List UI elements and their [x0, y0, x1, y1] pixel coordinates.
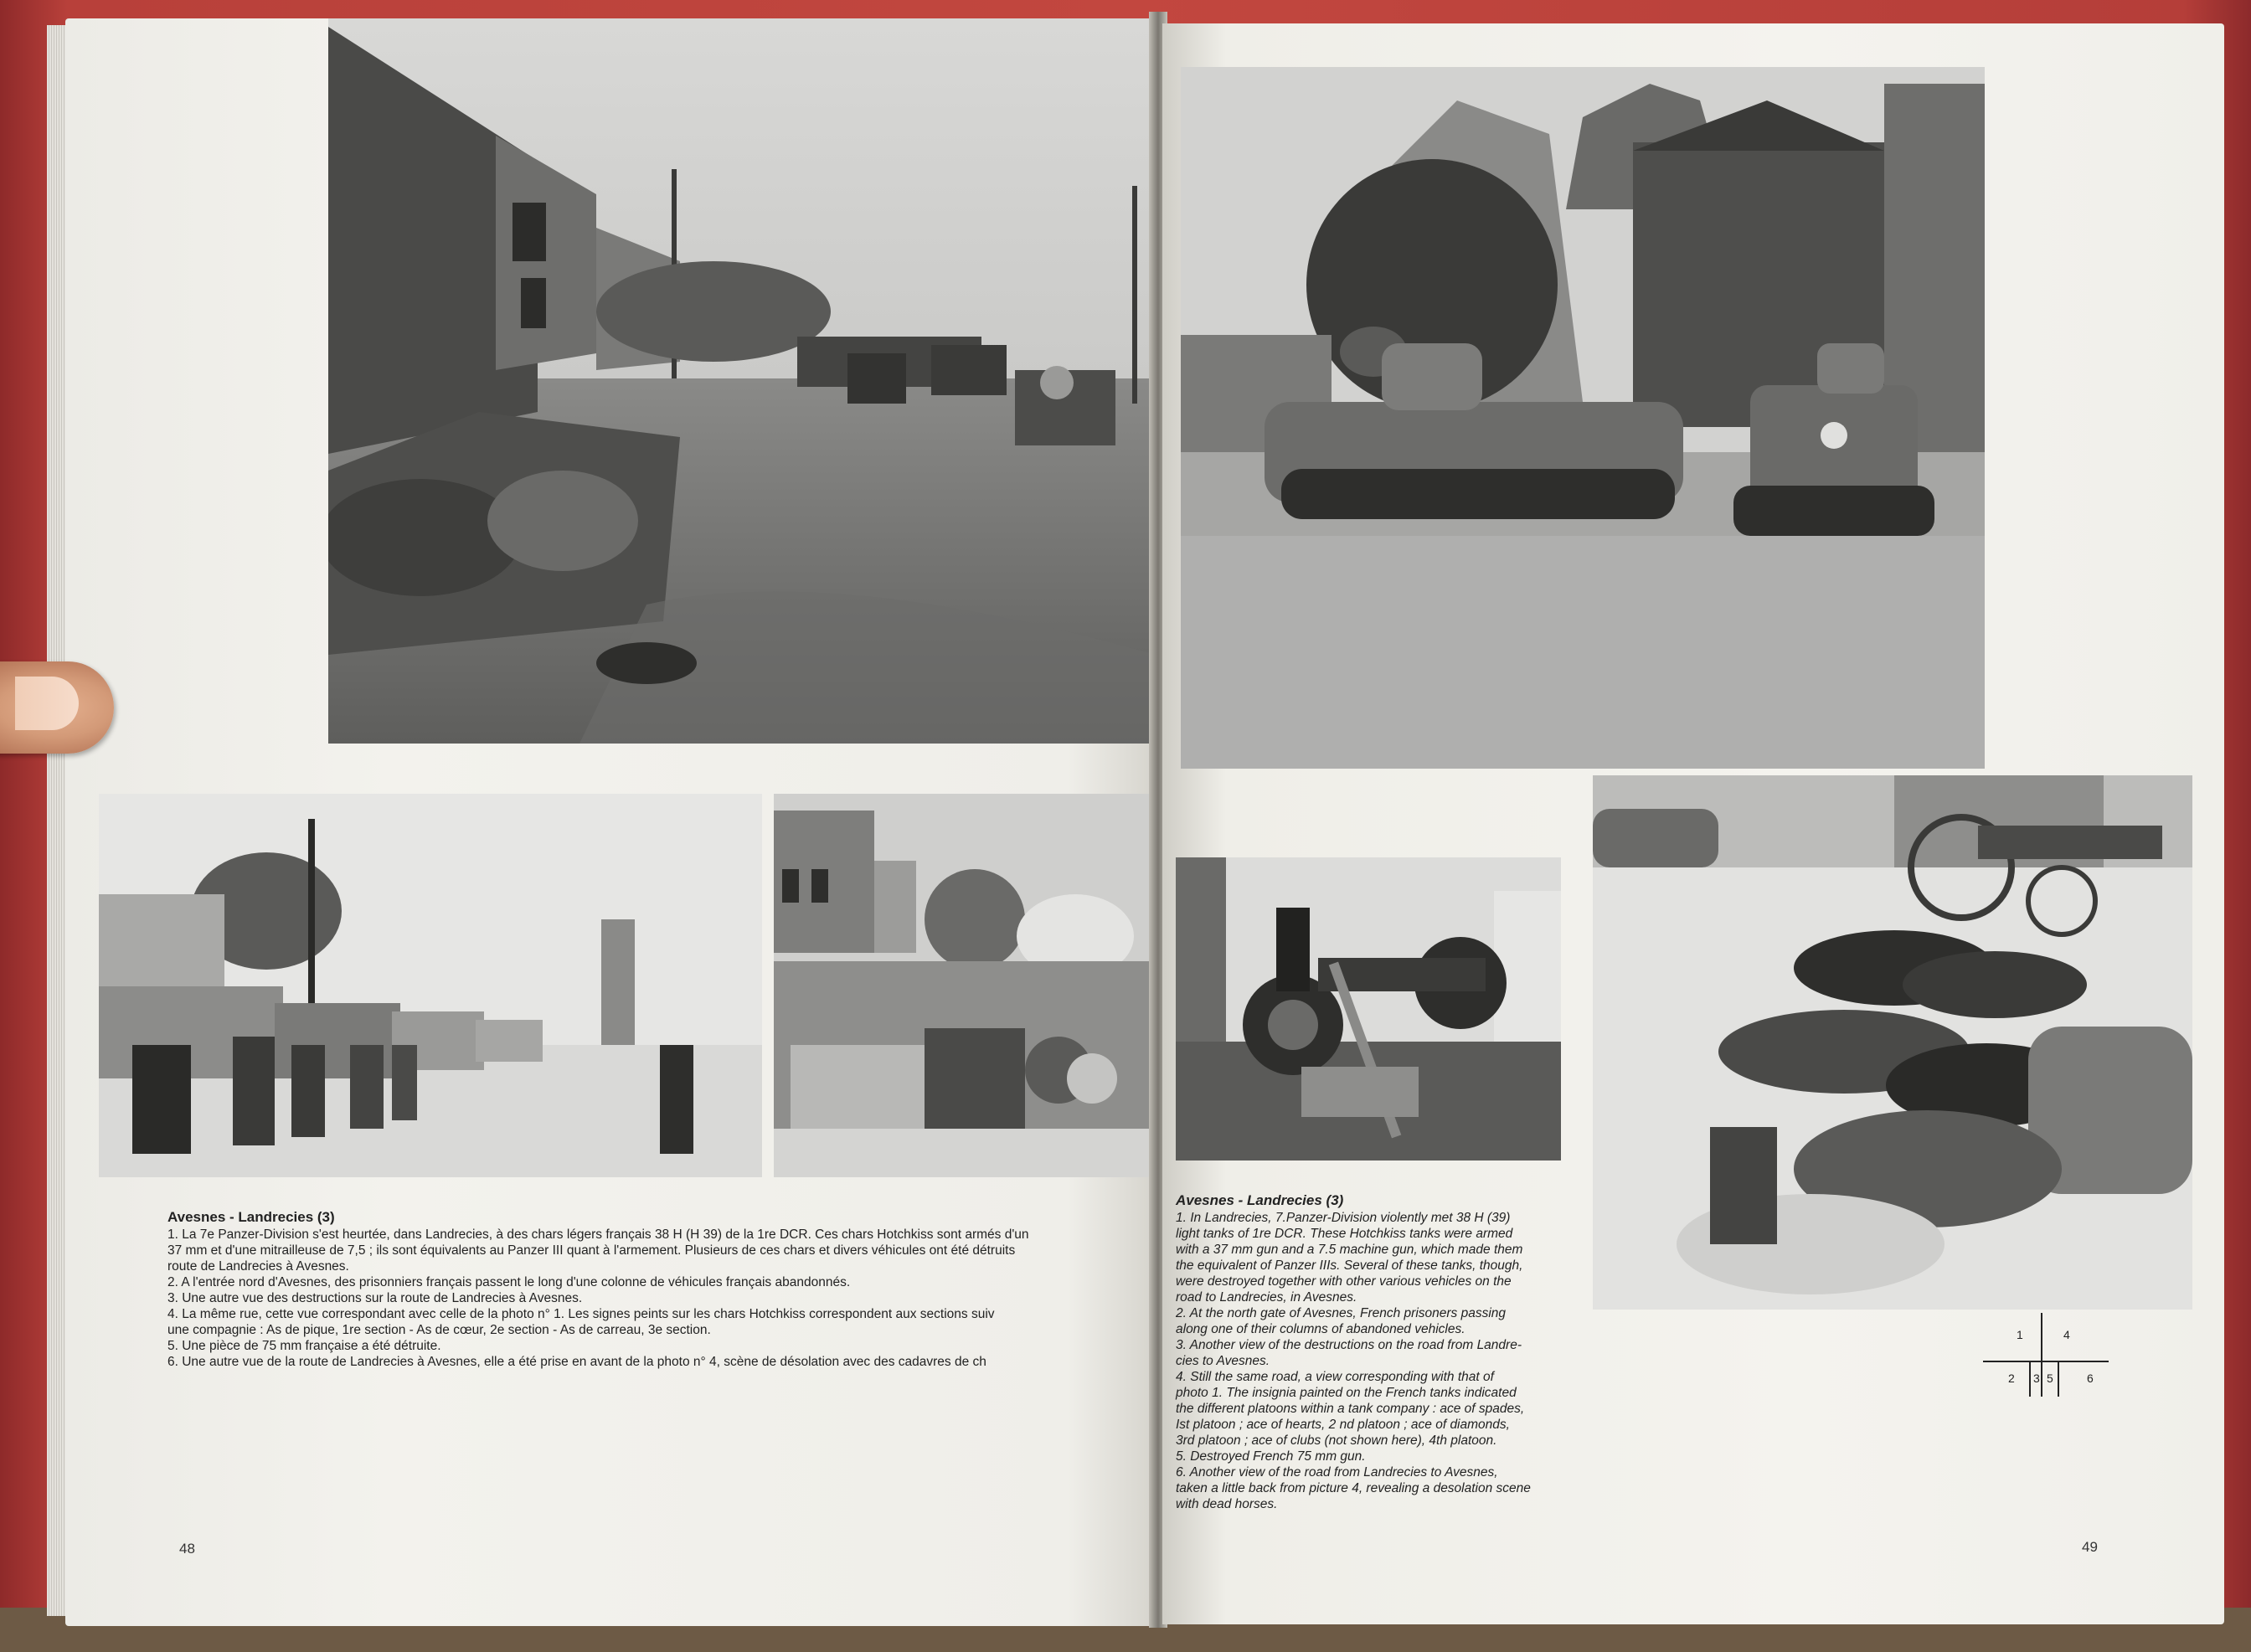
caption-line: 2. At the north gate of Avesnes, French prisoners passing [1176, 1306, 1507, 1320]
caption-line: road to Landrecies, in Avesnes. [1176, 1290, 1357, 1305]
photo-layout-key [1983, 1313, 2125, 1413]
thumbnail-nail [15, 677, 79, 730]
layout-key-2: 2 [2008, 1372, 2015, 1385]
caption-french [167, 1209, 1029, 1370]
photo-1-destroyed-street [328, 18, 1156, 744]
caption-line: 2. A l'entrée nord d'Avesnes, des prisonniers français passent le long d'une colonne de véhicules français abandonnés. [167, 1275, 851, 1289]
caption-line: taken a little back from picture 4, revealing a desolation scene [1176, 1481, 1531, 1495]
caption-line: light tanks of 1re DCR. These Hotchkiss tanks were armed [1176, 1227, 1513, 1241]
caption-line: 3. Une autre vue des destructions sur la route de Landrecies à Avesnes. [167, 1291, 583, 1305]
layout-key-3: 3 [2033, 1372, 2040, 1385]
caption-line: were destroyed together with other various vehicles on the [1176, 1274, 1512, 1289]
photo-6-dead-horses [1593, 775, 2192, 1310]
caption-line: the equivalent of Panzer IIIs. Several of these tanks, though, [1176, 1258, 1523, 1273]
page-number-left: 48 [179, 1541, 195, 1557]
caption-line: 5. Une pièce de 75 mm française a été détruite. [167, 1339, 441, 1353]
caption-line: 1. In Landrecies, 7.Panzer-Division violently met 38 H (39) [1176, 1211, 1511, 1225]
caption-line: photo 1. The insignia painted on the French tanks indicated [1176, 1386, 1517, 1400]
layout-key-1: 1 [2017, 1328, 2023, 1341]
caption-line: with dead horses. [1176, 1497, 1278, 1511]
caption-line: 3rd platoon ; ace of clubs (not shown here), 4th platoon. [1176, 1433, 1497, 1448]
photo-3-destructions [774, 794, 1156, 1177]
caption-line: 3. Another view of the destructions on the road from Landre- [1176, 1338, 1522, 1352]
caption-line: Ist platoon ; ace of hearts, 2 nd platoon ; ace of diamonds, [1176, 1418, 1510, 1432]
photo-4-hotchkiss-tanks [1181, 67, 1985, 769]
caption-line: 4. La même rue, cette vue correspondant avec celle de la photo n° 1. Les signes peints sur les chars Hotchkiss correspondent aux sections suiv [167, 1307, 995, 1321]
caption-line: 6. Une autre vue de la route de Landrecies à Avesnes, elle a été prise en avant de la photo n° 4, scène de désolation avec des cadavres de ch [167, 1355, 986, 1369]
layout-key-6: 6 [2087, 1372, 2094, 1385]
caption-line: cies to Avesnes. [1176, 1354, 1270, 1368]
caption-line: route de Landrecies à Avesnes. [167, 1259, 349, 1274]
caption-line: along one of their columns of abandoned vehicles. [1176, 1322, 1465, 1336]
caption-line: une compagnie : As de pique, 1re section - As de cœur, 2e section - As de carreau, 3e section. [167, 1323, 711, 1337]
caption-english-title: Avesnes - Landrecies (3) [1176, 1192, 1344, 1208]
photo-2-prisoners-column [99, 794, 762, 1177]
layout-key-4: 4 [2063, 1328, 2070, 1341]
caption-line: with a 37 mm gun and a 7.5 machine gun, which made them [1176, 1243, 1523, 1257]
left-page [65, 18, 1156, 1626]
page-number-right: 49 [2082, 1539, 2098, 1555]
layout-key-5: 5 [2047, 1372, 2053, 1385]
caption-line: 4. Still the same road, a view corresponding with that of [1176, 1370, 1494, 1384]
caption-line: the different platoons within a tank company : ace of spades, [1176, 1402, 1525, 1416]
caption-french-title: Avesnes - Landrecies (3) [167, 1209, 335, 1225]
caption-line: 1. La 7e Panzer-Division s'est heurtée, dans Landrecies, à des chars légers français 38 H (H 39) de la 1re DCR. Ces chars Hotchkiss sont armés d'un [167, 1227, 1029, 1242]
right-page [1162, 23, 2224, 1624]
photo-5-destroyed-gun [1176, 857, 1561, 1161]
thumb [0, 661, 114, 754]
caption-english [1176, 1192, 1531, 1512]
caption-line: 5. Destroyed French 75 mm gun. [1176, 1449, 1366, 1464]
caption-line: 6. Another view of the road from Landrecies to Avesnes, [1176, 1465, 1498, 1480]
caption-line: 37 mm et d'une mitrailleuse de 7,5 ; ils sont équivalents au Panzer III quant à l'armement. Plusieurs de ces chars et divers véhicules ont été détruits [167, 1243, 1016, 1258]
